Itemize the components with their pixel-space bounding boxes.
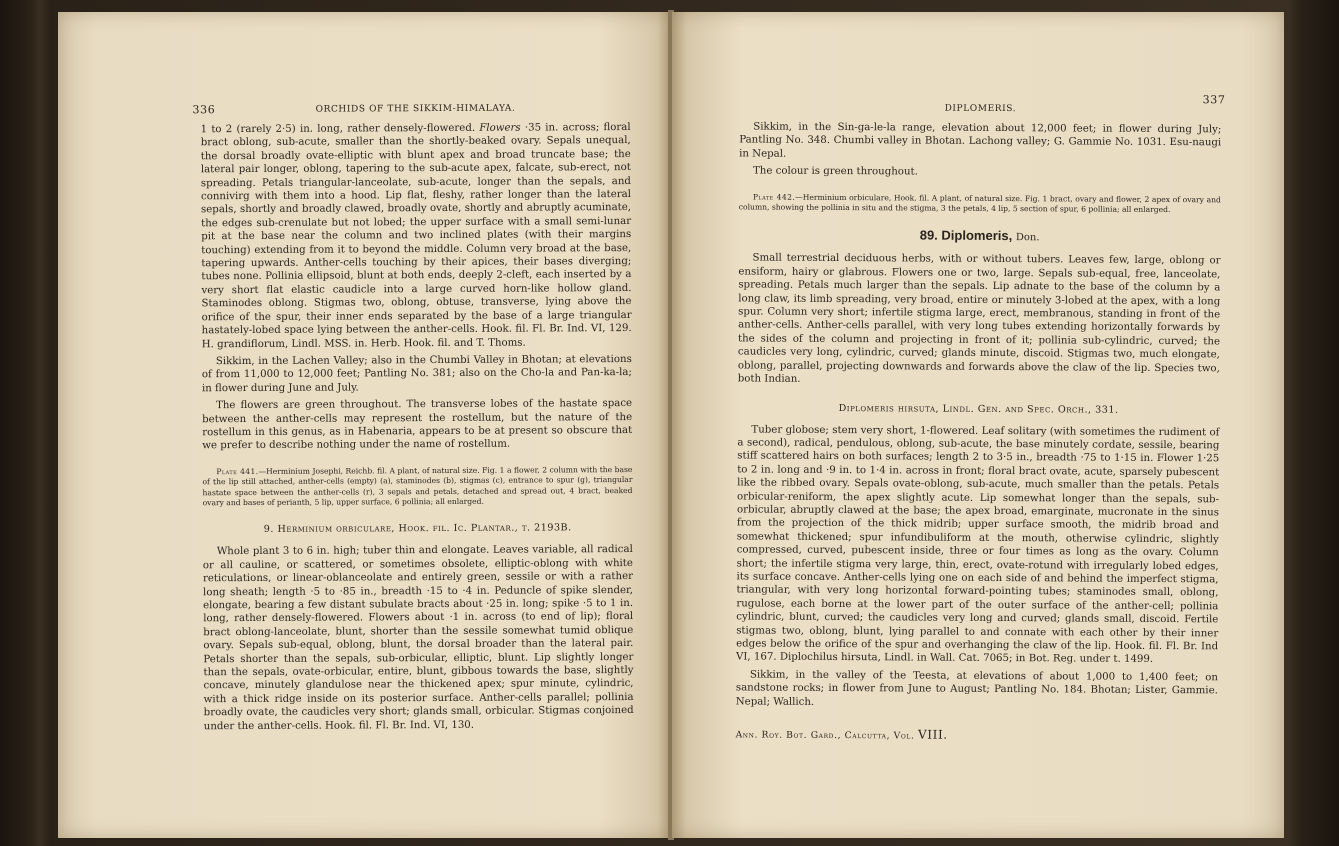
description-paragraph [201,121,632,351]
locality-paragraph: Sikkim, in the Sin-ga-le-la range, elevation about 12,000 feet; in flower during July; Pantling No. 348. Chumbi valley in Bhotan. Lachong valley; G. Gammie No. 1031. Esu-naugi in Nepal. [739,121,1222,160]
page-number: 336 [192,103,216,117]
page-number: 337 [1202,93,1226,107]
remark-paragraph: The flowers are green throughout. The transverse lobes of the hastate space between the anther-cells may represent the rostellum, but the nature of the rostellum in this genus, as in Habenaria, appears to be at present so obscure that we prefer to describe nothing under the name of rostellum. [202,398,633,452]
plate-label: Plate 441. [216,466,259,476]
colour-paragraph: The colour is green throughout. [752,165,918,178]
plate-label: Plate 442. [752,192,796,202]
plate-note [202,465,632,509]
right-page-header [739,93,1226,123]
species-description: Whole plant 3 to 6 in. high; tuber thin and elongate. Leaves variable, all radical or all cauline, or scattered, or sometimes obsolete, elliptic-oblong with white reticulations, or linear-oblanceolate and entirely green, sessile or with a rather long sheath; length ·5 to ·85 in., breadth ·15 to ·4 in. Peduncle of spike slender, elongate, bearing a few distant subulate bracts about ·25 in. long; spike ·5 to 1 in. long, rather densely-flowered. Flowers about ·1 in. across (to end of lip); floral bract oblong-lanceolate, blunt, shorter than the sessile somewhat tumid oblique ovary. Sepals sub-equal, oblong, blunt, the dorsal broader than the lateral pair. Petals shorter than the sepals, sub-orbicular, elliptic, blunt. Lip slightly longer than the sepals, ovate-orbicular, entire, blunt, gibbous towards the base, slightly concave, minutely glandulose near the thickened apex; spur minute, cylindric, with a thick ridge inside on its posterior surface. Anther-cells parallel; pollinia broadly ovate, the caudicles very short; glands small, orbicular. Stigmas conjoined under the anther-cells. Hook. fil. Fl. Br. Ind. VI, 130. [202,544,634,732]
genus-heading [739,227,1221,245]
description-intro: 1 to 2 (rarely 2·5) in. long, rather densely-flowered. [200,122,476,136]
species-heading: 9. Herminium orbiculare, Hook. fil. Ic. Plantar., t. 2193B. [263,522,572,536]
flowers-label: Flowers [479,122,521,134]
locality-paragraph: Sikkim, in the Lachen Valley; also in the Chumbi Valley in Bhotan; at elevations of from 11,000 to 12,000 feet; Pantling No. 381; also on the Cho-la and Pan-ka-la; in flower during June and July. [201,353,632,394]
running-head: DIPLOMERIS. [944,103,1017,115]
description-body: ·35 in. across; floral bract oblong, sub-acute, smaller than the shortly-beaked ovary. Sepals unequal, the dorsal broadly ovate-elliptic with blunt apex and broad truncate base; the lateral pair longer, oblong, tapering to the sub-acute apex, falcate, sub-erect, not spreading. Petals triangular-lanceolate, sub-acute, longer than the sepals, and connivirg with them into a hood. Lip flat, fleshy, rather longer than the lateral sepals, shortly and broadly clawed, broadly ovate, shortly and abruptly acuminate, the edges sub-crenulate but not lobed; the upper surface with a small semi-lunar pit at the base near the column and two inclined plates (with their margins touching) extending from it to beyond the middle. Column very broad at the base, tapering upwards. Anther-cells touching by their apices, their bases diverging; tubes none. Pollinia ellipsoid, blunt at both ends, deeply 2-cleft, each inserted by a very short flat elastic caudicle into a large curved horn-like hollow gland. Staminodes oblong. Stigmas two, oblong, obtuse, transverse, lying above the orifice of the spur, their inner ends separated by the base of a large triangular hastately-lobed space lying between the anther-cells. Hook. fil. Fl. Br. Ind. VI, 129. H. grandiflorum, Lindl. MSS. in. Herb. Hook. fil. and T. Thoms. [200,122,632,350]
right-page [672,12,1284,838]
left-page [58,12,670,838]
locality-paragraph-2: Sikkim, in the valley of the Teesta, at elevations of about 1,000 to 1,400 feet; on sandstone rocks; in flower from June to August; Pantling No. 184. Bhotan; Lister, Gammie. Nepal; Wallich. [735,669,1218,708]
running-head: ORCHIDS OF THE SIKKIM-HIMALAYA. [315,103,516,115]
footer-volume: VIII. [917,727,948,742]
plate-text: —Herminium Josephi, Reichb. fil. A plant, of natural size. Fig. 1 a flower, 2 column with the base of the lip still attached, anther-cells (empty) (a), staminodes (b), stigmas (c), entrance to spur (g), triangular hastate space between the anther-cells (r), 3 sepals and petals, detached and spread out, 4 bract, beaked ovary and bases of perianth, 5 lip, upper surface, 6 pollinia; all enlarged. [202,464,633,508]
genus-description: Small terrestrial deciduous herbs, with or without tubers. Leaves few, large, oblong or ensiform, hairy or glabrous. Flowers one or two, large. Sepals sub-equal, free, lanceolate, spreading. Petals much larger than the sepals. Lip adnate to the base of the column by a long claw, its limb spreading, very broad, entire or minutely 3-lobed at the apex, with a long spur. Column very short; infertile stigma large, erect, membranous, standing in front of the anther-cells. Anther-cells parallel, with very long tubes extending horizontally forwards by the sides of the column and projecting in front of it; pollinia sub-cylindric, curved; the caudicles very long, cylindric, curved; glands minute, discoid. Stigmas two, much elongate, oblong, parallel, projecting downwards and forwards above the claw of the lip. Species two, both Indian. [737,252,1221,385]
footer-text: Ann. Roy. Bot. Gard., Calcutta, Vol. [735,729,915,742]
species-description: Tuber globose; stem very short, 1-flowered. Leaf solitary (with sometimes the rudiment of a second), radical, pendulous, oblong, sub-acute, the base minutely cordate, sessile, bearing stiff scattered hairs on both surfaces; length 2 to 3·5 in., breadth ·75 to 1·15 in. Flower 1·25 to 2 in. long and ·9 in. to 1·4 in. across in front; floral bract ovate, acute, sparsely pubescent like the ribbed ovary. Sepals ovate-oblong, sub-acute, much smaller than the petals. Petals orbicular-reniform, the apex slightly acute. Lip somewhat longer than the sepals, sub-orbicular, abruptly clawed at the base; the apex broad, emarginate, mucronate in the sinus from the projection of the thick midrib; upper surface smooth, the midrib broad and somewhat thickened; spur infundibuliform at the mouth, otherwise cylindric, slightly compressed, curved, pubescent inside, three or four times as long as the ovary. Column short; the infertile stigma very large, thin, erect, ovate-rotund with irregularly lobed edges, its surface concave. Anther-cells lying one on each side of and behind the imperfect stigma, triangular, with very long horizontal forward-pointing tubes; staminodes small, oblong, rugulose, each borne at the lower part of the outer surface of the anther-cell; pollinia cylindric, blunt, curved; the caudicles very long and curved; glands small, discoid. Fertile stigmas two, oblong, blunt, lying parallel to and connate with each other by their inner edges below the orifice of the spur and overhanging the claw of the lip. Hook. fil. Fl. Br. Ind VI, 167. Diplochilus hirsuta, Lindl. in Wall. Cat. 7065; in Bot. Reg. under t. 1499. [736,423,1220,666]
genus-title: 89. Diplomeris, [919,227,1013,244]
plate-note [739,192,1221,216]
page-footer [736,726,1218,743]
plate-text: —Herminium orbiculare, Hook. fil. A plant, of natural size. Fig. 1 bract, ovary and flower, 2 apex of ovary and column, showing the pollinia in situ and the stigma, 3 the petals, 4 lip, 5 section of spur, 6 pollinia; all enlarged. [738,192,1221,215]
species-heading: Diplomeris hirsuta, Lindl. Gen. and Spec. Orch., 331. [838,402,1119,416]
genus-author: Don. [1015,232,1040,244]
left-page-header [192,103,630,123]
